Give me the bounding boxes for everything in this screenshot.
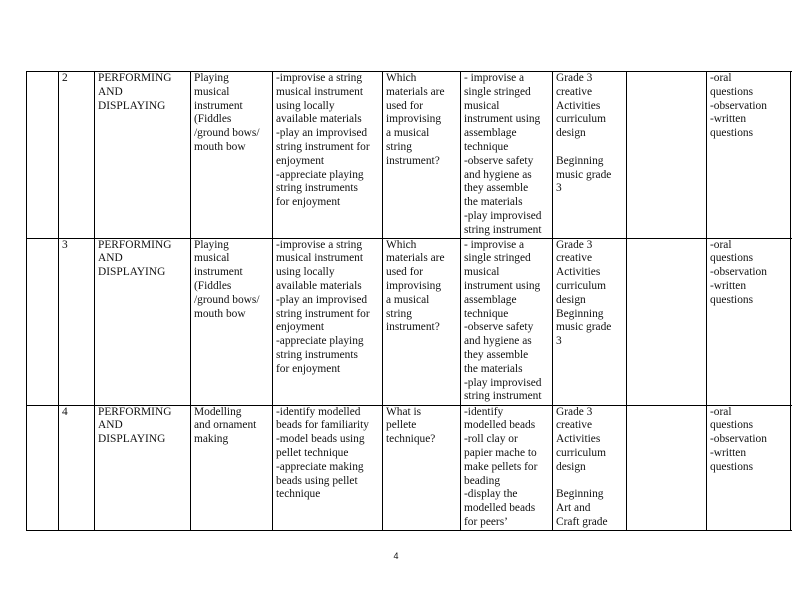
learning-experiences-cell: - improvise a single stringed musical instrument using assemblage technique -observe safety and hygiene as they assemble the materials -play improvised string instrument bbox=[461, 72, 553, 239]
key-inquiry-question-cell: What is pellete technique? bbox=[383, 405, 461, 530]
sub-strand-cell: Playing musical instrument (Fiddles /ground bows/ mouth bow bbox=[191, 238, 273, 405]
blank-cell bbox=[627, 405, 707, 530]
key-inquiry-question-cell: Which materials are used for improvising a musical string instrument? bbox=[383, 238, 461, 405]
strand-cell: PERFORMING AND DISPLAYING bbox=[95, 72, 191, 239]
scheme-of-work-table bbox=[26, 71, 792, 531]
learning-experiences-cell: -identify modelled beads -roll clay or papier mache to make pellets for beading -display the modelled beads for peers’ bbox=[461, 405, 553, 530]
strand-cell: PERFORMING AND DISPLAYING bbox=[95, 238, 191, 405]
assessment-cell: -oral questions -observation -written questions bbox=[707, 405, 791, 530]
page-number: 4 bbox=[393, 551, 399, 561]
learning-experiences-cell: - improvise a single stringed musical instrument using assemblage technique -observe safety and hygiene as they assemble the materials -play improvised string instrument bbox=[461, 238, 553, 405]
learning-resources-cell: Grade 3 creative Activities curriculum design Beginning music grade 3 bbox=[553, 238, 627, 405]
key-inquiry-question-cell: Which materials are used for improvising a musical string instrument? bbox=[383, 72, 461, 239]
lesson-cell: 2 bbox=[59, 72, 95, 239]
learning-outcomes-cell: -improvise a string musical instrument using locally available materials -play an improvised string instrument for enjoyment -appreciate playing string instruments for enjoyment bbox=[273, 72, 383, 239]
assessment-cell: -oral questions -observation -written questions bbox=[707, 72, 791, 239]
learning-resources-cell: Grade 3 creative Activities curriculum design Beginning Art and Craft grade bbox=[553, 405, 627, 530]
sub-strand-cell: Modelling and ornament making bbox=[191, 405, 273, 530]
blank-cell bbox=[627, 238, 707, 405]
lesson-cell: 4 bbox=[59, 405, 95, 530]
table-row bbox=[27, 238, 792, 405]
week-cell bbox=[27, 405, 59, 530]
week-cell bbox=[27, 238, 59, 405]
blank-cell bbox=[627, 72, 707, 239]
table-row bbox=[27, 405, 792, 530]
lesson-cell: 3 bbox=[59, 238, 95, 405]
strand-cell: PERFORMING AND DISPLAYING bbox=[95, 405, 191, 530]
learning-resources-cell: Grade 3 creative Activities curriculum design Beginning music grade 3 bbox=[553, 72, 627, 239]
learning-outcomes-cell: -identify modelled beads for familiarity -model beads using pellet technique -appreciate making beads using pellet technique bbox=[273, 405, 383, 530]
week-cell bbox=[27, 72, 59, 239]
sub-strand-cell: Playing musical instrument (Fiddles /ground bows/ mouth bow bbox=[191, 72, 273, 239]
assessment-cell: -oral questions -observation -written questions bbox=[707, 238, 791, 405]
learning-outcomes-cell: -improvise a string musical instrument using locally available materials -play an improvised string instrument for enjoyment -appreciate playing string instruments for enjoyment bbox=[273, 238, 383, 405]
table-row bbox=[27, 72, 792, 239]
